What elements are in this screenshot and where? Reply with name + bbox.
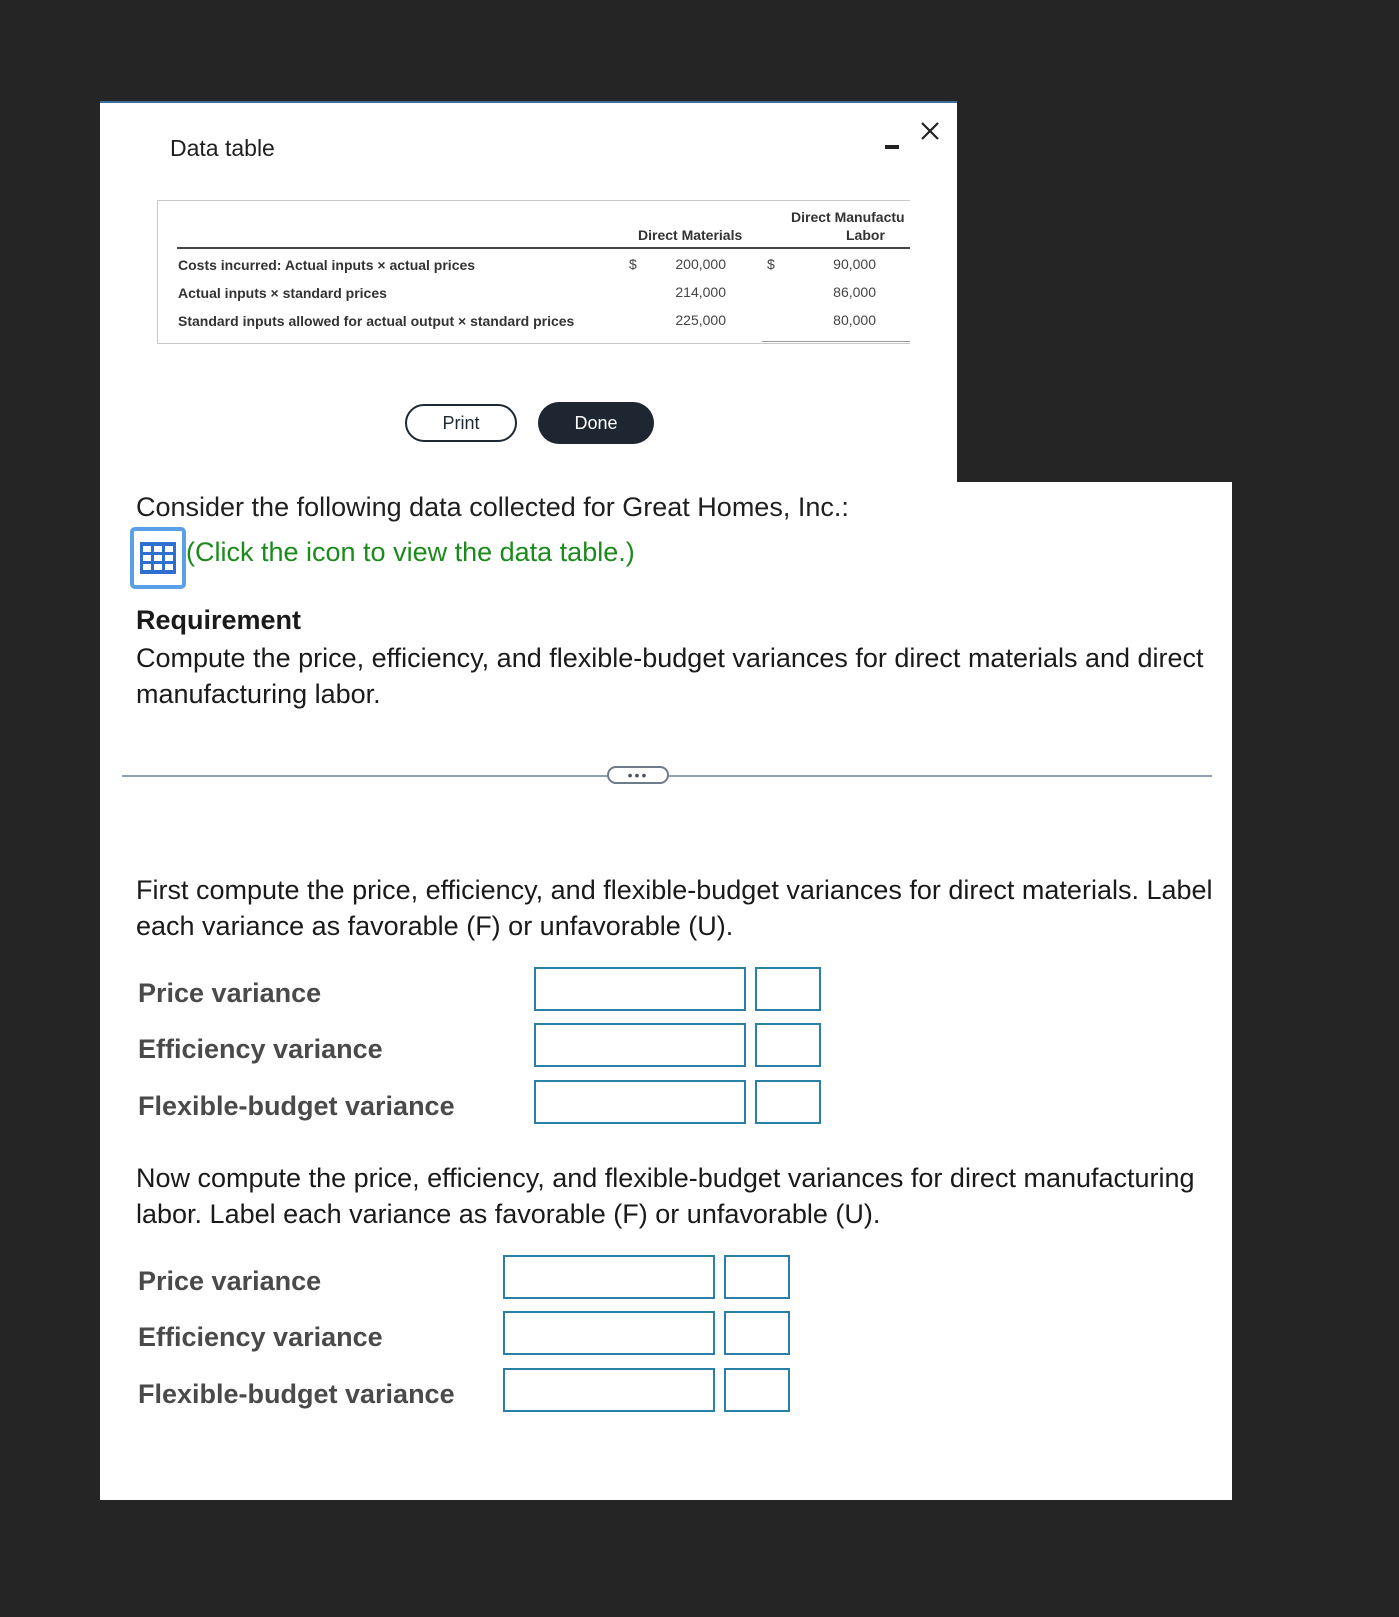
materials-flexible-budget-variance-amount-input[interactable]: [534, 1080, 746, 1124]
bottom-rule: [762, 341, 910, 342]
materials-price-variance-fu-input[interactable]: [755, 967, 821, 1011]
data-table: [157, 200, 910, 344]
currency-symbol: $: [767, 256, 775, 272]
materials-prompt: First compute the price, efficiency, and flexible-budget variances for direct materials. Label each variance as favorable (F) or unfavorable (U).: [136, 875, 1213, 941]
currency-symbol: $: [629, 256, 637, 272]
materials-price-variance-amount-input[interactable]: [534, 967, 746, 1011]
table-row-label: Costs incurred: Actual inputs × actual prices: [178, 257, 476, 273]
labor-value: 90,000: [833, 256, 876, 272]
materials-value: 214,000: [675, 284, 726, 300]
materials-value: 200,000: [675, 256, 726, 272]
labor-price-variance-fu-input[interactable]: [724, 1255, 790, 1299]
labor-value: 86,000: [833, 284, 876, 300]
labor-flexible-budget-variance-amount-input[interactable]: [503, 1368, 715, 1412]
materials-price-variance-label: Price variance: [138, 978, 322, 1008]
done-button[interactable]: Done: [538, 402, 654, 444]
materials-value: 225,000: [675, 312, 726, 328]
labor-prompt: Now compute the price, efficiency, and flexible-budget variances for direct manufacturing labor. Label each variance as favorable (F) or unfavorable (U).: [136, 1163, 1195, 1229]
col-header-labor-line1: Direct Manufactu: [791, 209, 905, 225]
materials-efficiency-variance-label: Efficiency variance: [138, 1034, 383, 1064]
data-table-link[interactable]: (Click the icon to view the data table.): [186, 537, 635, 567]
requirement-text: Compute the price, efficiency, and flexible-budget variances for direct materials and direct manufacturing labor.: [136, 643, 1204, 709]
question-panel: [100, 482, 1232, 1500]
data-table-link-row[interactable]: [130, 527, 635, 591]
materials-flexible-budget-variance-fu-input[interactable]: [755, 1080, 821, 1124]
close-icon[interactable]: [919, 120, 941, 142]
labor-price-variance-label: Price variance: [138, 1266, 322, 1296]
table-row-label: Actual inputs × standard prices: [178, 285, 387, 301]
requirement-title: Requirement: [136, 605, 302, 635]
data-table-icon[interactable]: [130, 527, 186, 589]
col-header-materials: Direct Materials: [638, 227, 743, 243]
materials-flexible-budget-variance-label: Flexible-budget variance: [138, 1091, 455, 1121]
popup-title: Data table: [170, 135, 275, 161]
labor-price-variance-amount-input[interactable]: [503, 1255, 715, 1299]
labor-efficiency-variance-label: Efficiency variance: [138, 1322, 383, 1352]
table-row-label: Standard inputs allowed for actual output × standard prices: [178, 313, 575, 329]
expand-ellipsis-button[interactable]: •••: [607, 766, 669, 784]
materials-efficiency-variance-amount-input[interactable]: [534, 1023, 746, 1067]
materials-efficiency-variance-fu-input[interactable]: [755, 1023, 821, 1067]
labor-efficiency-variance-amount-input[interactable]: [503, 1311, 715, 1355]
print-button[interactable]: Print: [405, 404, 517, 442]
data-table-popup: [100, 101, 957, 483]
labor-efficiency-variance-fu-input[interactable]: [724, 1311, 790, 1355]
labor-flexible-budget-variance-label: Flexible-budget variance: [138, 1379, 455, 1409]
labor-flexible-budget-variance-fu-input[interactable]: [724, 1368, 790, 1412]
intro-text: Consider the following data collected for Great Homes, Inc.:: [136, 492, 849, 522]
labor-value: 80,000: [833, 312, 876, 328]
col-header-labor-line2: Labor: [846, 227, 885, 243]
minimize-icon[interactable]: [883, 133, 901, 151]
header-rule: [177, 247, 910, 249]
